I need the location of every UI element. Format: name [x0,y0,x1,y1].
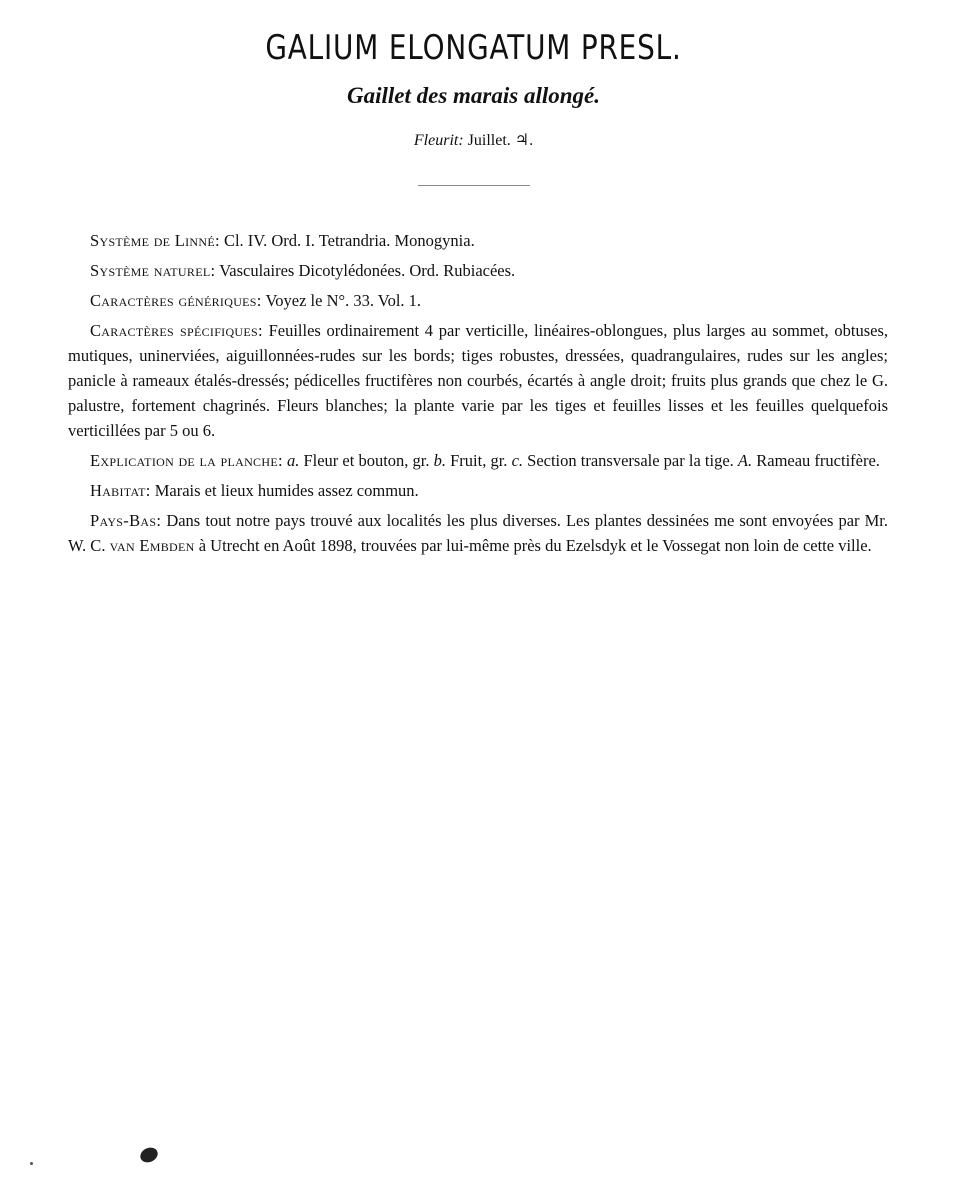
section-label: Caractères spécifiques: [90,321,263,340]
section-text: Cl. IV. Ord. I. Tetrandria. Monogynia. [223,231,475,250]
page-title: GALIUM ELONGATUM PRESL. [265,28,682,68]
flowering-label: Fleurit: [413,132,464,149]
section-specifiques [68,318,888,443]
section-label: Système naturel: [90,261,216,280]
section-text: Vasculaires Dicotylédonées. Ord. Rubiacées. [219,261,516,280]
divider-rule [418,185,530,186]
section-text: Feuilles ordinairement 4 par verticille, linéaires-oblongues, plus larges au sommet, obtuses, mutiques, uninerviées, aiguillonnées-rudes sur les bords; tiges robustes, dressées, quadrangulaires, rudes sur les angles; panicle à rameaux étalés-dressés; pédicelles fructifères non courbés, écartés à angle droit; fruits plus grands que chez le G. palustre, fortement chagrinés. Fleurs blanches; la plante varie par les tiges et feuilles lisses et les feuilles quelquefois verticillées par 5 ou 6. [68,321,888,440]
section-text: Marais et lieux humides assez commun. [154,481,419,500]
section-text: Voyez le N°. 33. Vol. 1. [265,291,422,310]
page-subtitle: Gaillet des marais allongé. [347,83,600,108]
section-generiques [68,288,888,313]
section-label: Système de Linné: [90,231,220,250]
section-pays-bas [68,508,888,558]
figure-text: Section transversale par la tige. [527,451,734,470]
section-planche [68,448,888,473]
section-label: Caractères génériques: [90,291,262,310]
section-label: Explication de la planche: [90,451,283,470]
section-label: Habitat: [90,481,151,500]
section-naturel [68,258,888,283]
section-linne [68,228,888,253]
flowering-line [0,130,947,150]
ink-dot [30,1162,33,1165]
figure-letter: b. [433,451,446,470]
figure-text: Fruit, gr. [450,451,508,470]
section-habitat [68,478,888,503]
section-text: Dans tout notre pays trouvé aux localités les plus diverses. Les plantes dessinées me sont envoyées par Mr. W. C. [68,511,888,555]
figure-letter: A. [737,451,753,470]
figure-text: Fleur et bouton, gr. [303,451,430,470]
figure-letter: c. [511,451,524,470]
collector-name: van Embden [109,536,195,555]
flowering-value: Juillet. ♃. [467,132,534,149]
figure-text: Rameau fructifère. [756,451,880,470]
section-label: Pays-Bas: [90,511,162,530]
ink-spot [138,1145,160,1165]
description-body [68,228,888,563]
section-text: à Utrecht en Août 1898, trouvées par lui-même près du Ezelsdyk et le Vossegat non loin de cette ville. [198,536,872,555]
figure-letter: a. [286,451,300,470]
